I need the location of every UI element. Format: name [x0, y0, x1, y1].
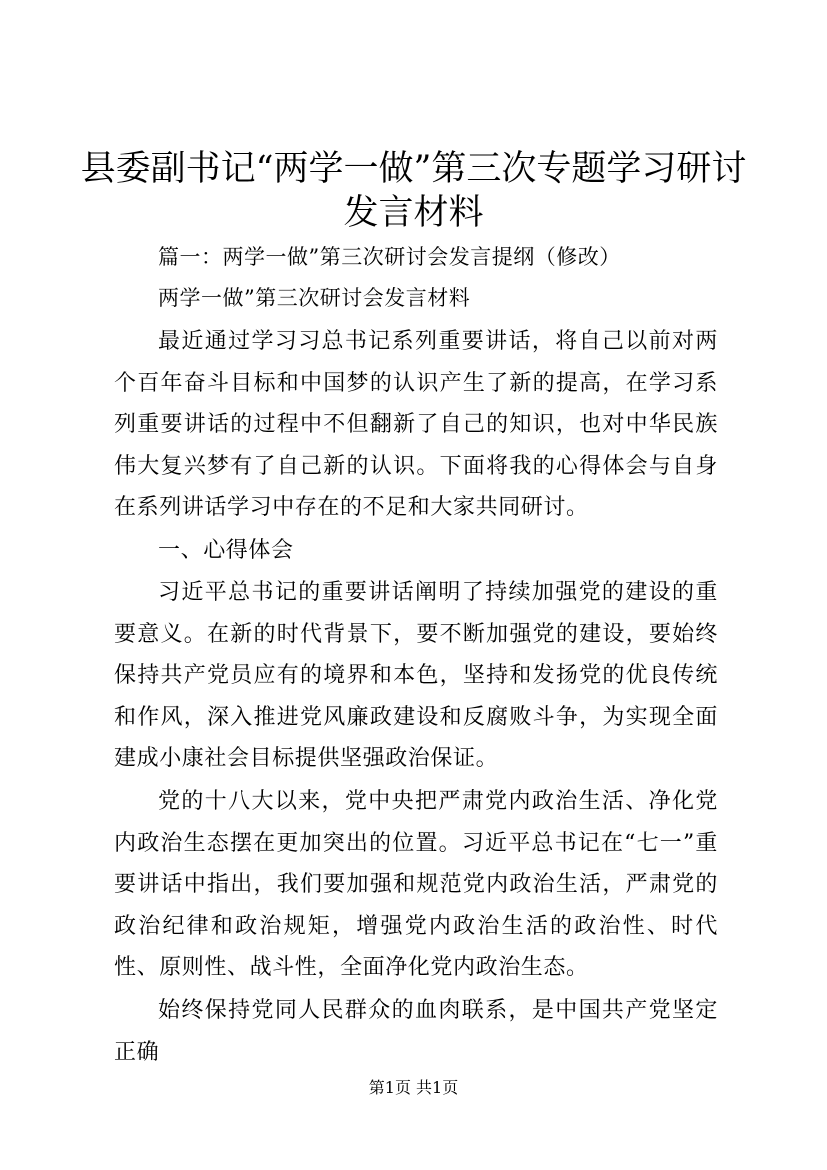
paragraph-4: 始终保持党同人民群众的血肉联系，是中国共产党坚定正确 — [114, 998, 718, 1065]
section-number-heading: 一、心得体会 — [158, 538, 294, 563]
document-title-line-1: 县委副书记“两学一做”第三次专题学习研讨 — [80, 149, 747, 189]
paragraph-1: 最近通过学习习总书记系列重要讲话，将自己以前对两个百年奋斗目标和中国梦的认识产生了新的提高，在学习系列重要讲话的过程中不但翻新了自己的知识，也对中华民族伟大复兴梦有了自己新的认识。下面将我的心得体会与自身在系列讲话学习中存在的不足和大家共同研讨。 — [114, 329, 718, 521]
document-title-line-2: 发言材料 — [343, 193, 484, 233]
paragraph-3: 党的十八大以来，党中央把严肃党内政治生活、净化党内政治生态摆在更加突出的位置。习近平总书记在“七一”重要讲话中指出，我们要加强和规范党内政治生活，严肃党的政治纪律和政治规矩，增强党内政治生活的政治性、时代性、原则性、战斗性，全面净化党内政治生态。 — [114, 789, 718, 981]
subheading: 两学一做”第三次研讨会发言材料 — [158, 286, 471, 310]
section-heading: 篇一：两学一做”第三次研讨会发言提纲（修改） — [158, 245, 621, 269]
page-footer: 第1页 共1页 — [368, 1078, 459, 1097]
paragraph-2: 习近平总书记的重要讲话阐明了持续加强党的建设的重要意义。在新的时代背景下，要不断加强党的建设，要始终保持共产党员应有的境界和本色，坚持和发扬党的优良传统和作风，深入推进党风廉政建设和反腐败斗争，为实现全面建成小康社会目标提供坚强政治保证。 — [114, 580, 718, 772]
